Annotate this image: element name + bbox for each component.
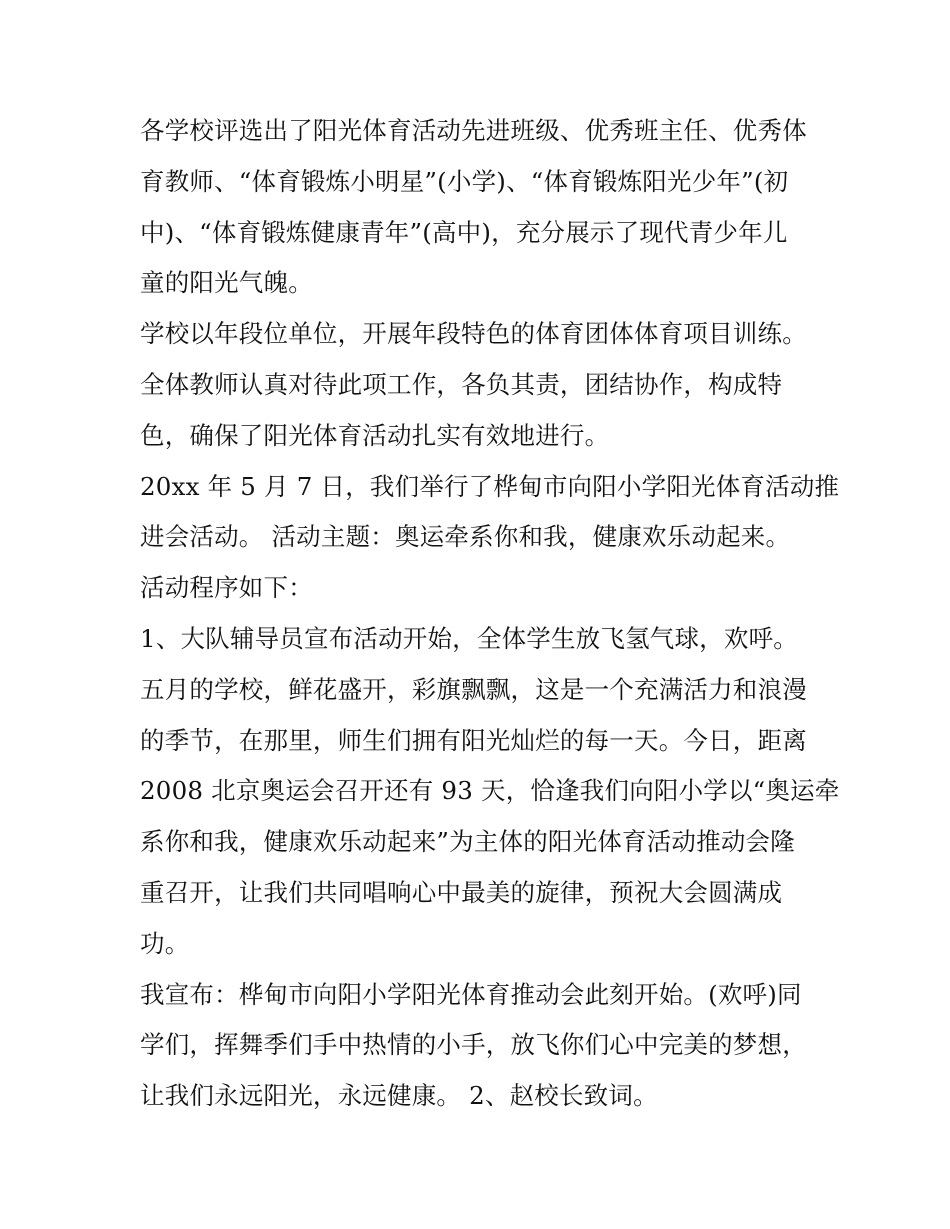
text-line: 学们，挥舞季们手中热情的小手，放飞你们心中完美的梦想， — [140, 1030, 807, 1060]
text-line: 育教师、“体育锻炼小明星”(小学)、“体育锻炼阳光少年”(初 — [140, 166, 789, 196]
text-line: 各学校评选出了阳光体育活动先进班级、优秀班主任、优秀体 — [140, 116, 807, 145]
text-line: 重召开，让我们共同唱响心中最美的旋律，预祝大会圆满成 — [140, 877, 783, 907]
text-line: 2008 北京奥运会召开还有 93 天，恰逢我们向阳小学以“奥运牵 — [140, 776, 840, 806]
text-line: 让我们永远阳光，永远健康。 2、赵校长致词。 — [140, 1081, 658, 1111]
text-line: 功。 — [140, 928, 190, 958]
text-line: 活动程序如下： — [140, 573, 313, 603]
text-line: 进会活动。 活动主题：奥运牵系你和我，健康欢乐动起来。 — [140, 522, 791, 552]
text-line: 我宣布：桦甸市向阳小学阳光体育推动会此刻开始。(欢呼)同 — [140, 979, 802, 1009]
text-line: 五月的学校，鲜花盛开，彩旗飘飘，这是一个充满活力和浪漫 — [140, 674, 807, 704]
text-line: 的季节，在那里，师生们拥有阳光灿烂的每一天。今日，距离 — [140, 725, 807, 755]
text-line: 全体教师认真对待此项工作，各负其责，团结协作，构成特 — [140, 369, 783, 399]
text-line: 中)、“体育锻炼健康青年”(高中)，充分展示了现代青少年儿 — [140, 217, 788, 247]
text-line: 童的阳光气魄。 — [140, 268, 313, 298]
document-body — [140, 106, 840, 1122]
text-line: 学校以年段位单位，开展年段特色的体育团体体育项目训练。 — [140, 319, 807, 349]
text-line: 系你和我，健康欢乐动起来”为主体的阳光体育活动推动会隆 — [140, 827, 795, 857]
text-line: 20xx 年 5 月 7 日，我们举行了桦甸市向阳小学阳光体育活动推 — [140, 471, 840, 501]
text-line: 色，确保了阳光体育活动扎实有效地进行。 — [140, 420, 610, 450]
text-line: 1、大队辅导员宣布活动开始，全体学生放飞氢气球，欢呼。 — [140, 623, 798, 653]
